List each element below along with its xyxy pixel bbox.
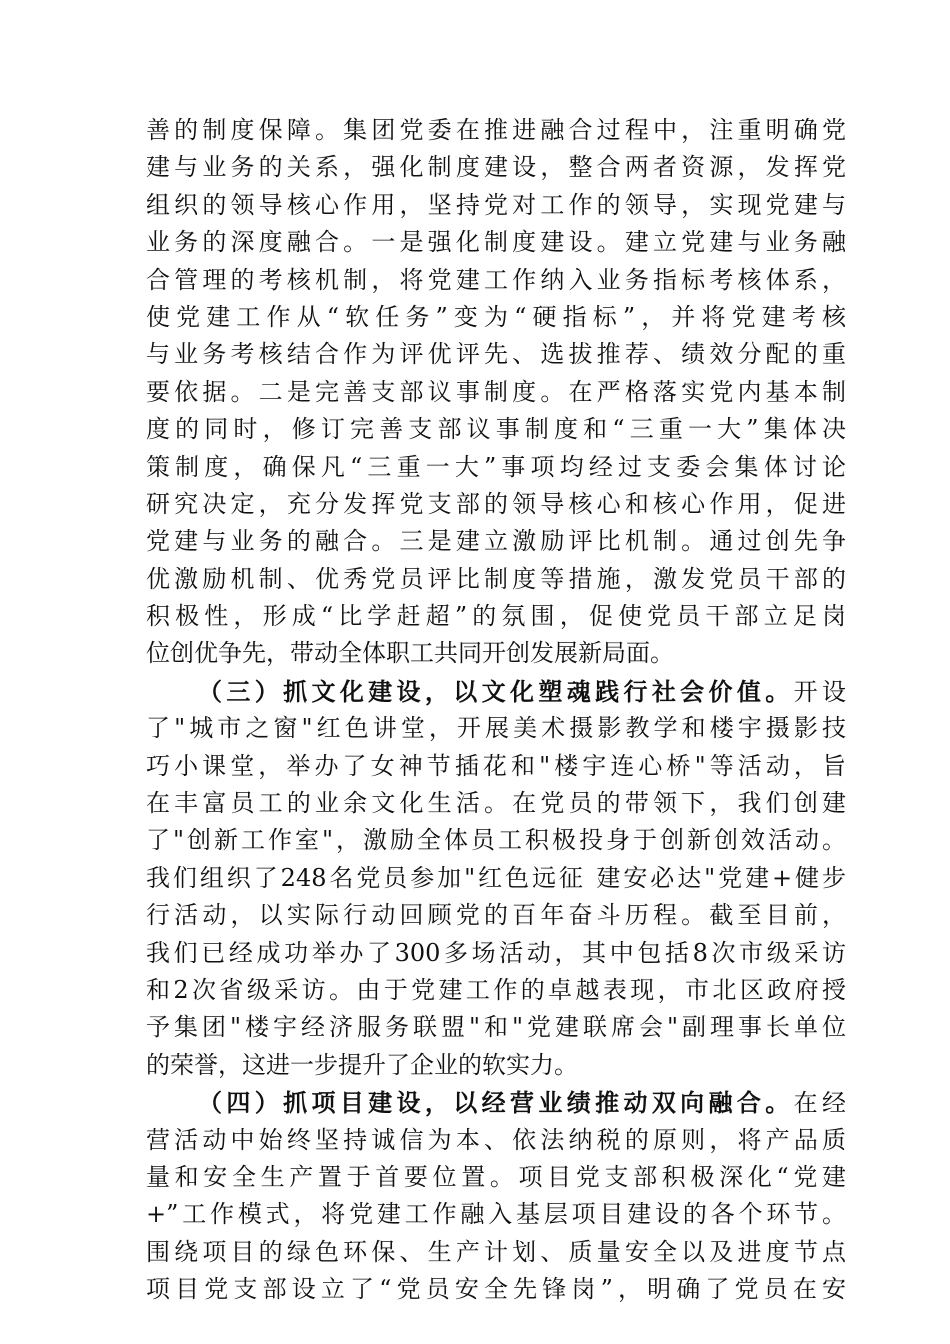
paragraph-3-line: 围绕项目的绿色环保、生产计划、质量安全以及进度节点 xyxy=(146,1237,846,1266)
document-body xyxy=(146,112,846,1309)
paragraph-1-line: 要依据。二是完善支部议事制度。在严格落实党内基本制 xyxy=(146,377,846,406)
paragraph-2-first-line-text: 开设 xyxy=(793,677,847,706)
paragraph-1-line: 研究决定，充分发挥党支部的领导核心和核心作用，促进 xyxy=(146,489,846,518)
paragraph-1-line: 度的同时，修订完善支部议事制度和“三重一大”集体决 xyxy=(146,415,846,444)
paragraph-3-line: 营活动中始终坚持诚信为本、依法纳税的原则，将产品质 xyxy=(146,1125,846,1154)
paragraph-1-line: 建与业务的关系，强化制度建设，整合两者资源，发挥党 xyxy=(146,153,846,182)
paragraph-3-line: 量和安全生产置于首要位置。项目党支部积极深化“党建 xyxy=(146,1162,846,1191)
paragraph-3-line: +”工作模式，将党建工作融入基层项目建设的各个环节。 xyxy=(146,1200,846,1229)
paragraph-2-line: 行活动，以实际行动回顾党的百年奋斗历程。截至目前， xyxy=(146,901,846,930)
paragraph-2-line: 和2次省级采访。由于党建工作的卓越表现，市北区政府授 xyxy=(146,975,846,1004)
paragraph-3-first-line xyxy=(146,1084,846,1121)
paragraph-1-line: 积极性，形成“比学赶超”的氛围，促使党员干部立足岗 xyxy=(146,602,846,631)
section-heading-project: （四）抓项目建设，以经营业绩推动双向融合。 xyxy=(198,1088,794,1118)
paragraph-1-line: 业务的深度融合。一是强化制度建设。建立党建与业务融 xyxy=(146,228,846,257)
paragraph-2-line: 巧小课堂，举办了女神节插花和"楼宇连心桥"等活动，旨 xyxy=(146,751,846,780)
paragraph-1-line: 善的制度保障。集团党委在推进融合过程中，注重明确党 xyxy=(146,116,846,144)
paragraph-3-line: 项目党支部设立了“党员安全先锋岗”，明确了党员在安 xyxy=(146,1275,846,1304)
paragraph-2-line: 我们已经成功举办了300多场活动，其中包括8次市级采访 xyxy=(146,938,846,967)
paragraph-1-line: 合管理的考核机制，将党建工作纳入业务指标考核体系， xyxy=(146,265,846,294)
paragraph-2-first-line xyxy=(146,673,846,710)
paragraph-1-line: 优激励机制、优秀党员评比制度等措施，激发党员干部的 xyxy=(146,564,846,593)
paragraph-3-first-line-text: 在经 xyxy=(793,1089,847,1118)
paragraph-2-line: 在丰富员工的业余文化生活。在党员的带领下，我们创建 xyxy=(146,789,846,818)
paragraph-1-line: 使党建工作从“软任务”变为“硬指标”，并将党建考核 xyxy=(146,302,846,331)
paragraph-1-line: 与业务考核结合作为评优评先、选拔推荐、绩效分配的重 xyxy=(146,340,846,369)
paragraph-2-line: 的荣誉，这进一步提升了企业的软实力。 xyxy=(146,1050,578,1079)
paragraph-1-line: 组织的领导核心作用，坚持党对工作的领导，实现党建与 xyxy=(146,190,846,219)
section-heading-culture: （三）抓文化建设，以文化塑魂践行社会价值。 xyxy=(198,676,794,706)
paragraph-2-line: 予集团"楼宇经济服务联盟"和"党建联席会"副理事长单位 xyxy=(146,1013,846,1042)
paragraph-1-line: 党建与业务的融合。三是建立激励评比机制。通过创先争 xyxy=(146,527,846,556)
paragraph-2-line: 了"城市之窗"红色讲堂，开展美术摄影教学和楼宇摄影技 xyxy=(146,714,846,743)
paragraph-2-line: 了"创新工作室"，激励全体员工积极投身于创新创效活动。 xyxy=(146,826,846,855)
paragraph-2-line: 我们组织了248名党员参加"红色远征 建安必达"党建+健步 xyxy=(146,863,846,892)
paragraph-1-line: 策制度，确保凡“三重一大”事项均经过支委会集体讨论 xyxy=(146,452,846,481)
paragraph-1-line: 位创优争先，带动全体职工共同开创发展新局面。 xyxy=(146,639,674,668)
